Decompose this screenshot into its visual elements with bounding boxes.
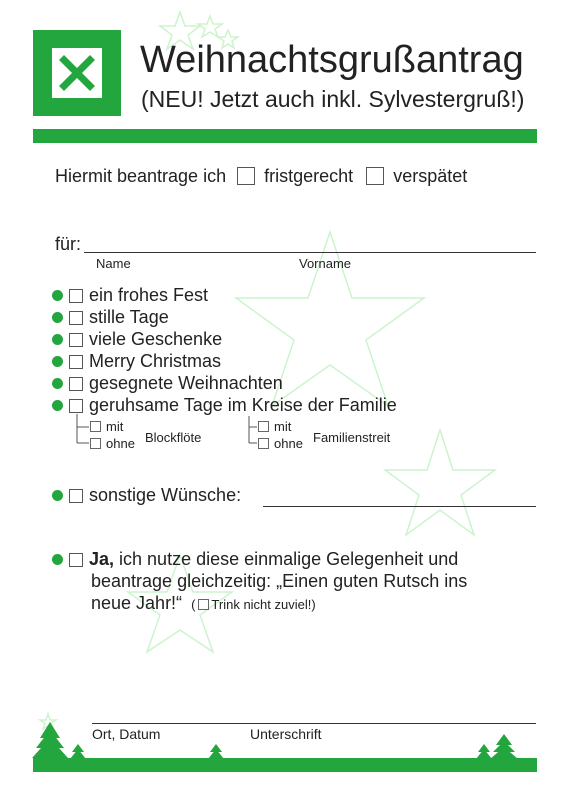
wish-label: geruhsame Tage im Kreise der Familie: [89, 395, 397, 415]
other-label: sonstige Wünsche:: [89, 485, 242, 505]
wish-label: ein frohes Fest: [89, 285, 209, 305]
tree-icon: [208, 744, 224, 759]
familienstreit-label: Familienstreit: [313, 430, 391, 445]
signature-label: Unterschrift: [250, 726, 322, 742]
tree-icon: [476, 744, 492, 759]
blockfloete-label: Blockflöte: [145, 430, 202, 445]
tree-icon: [490, 734, 518, 759]
wish-label: Merry Christmas: [89, 351, 222, 371]
newyear-line1: ich nutze diese einmalige Gelegenheit und: [114, 549, 459, 569]
place-date-label: Ort, Datum: [92, 726, 161, 742]
newyear-bold: Ja,: [89, 549, 115, 569]
newyear-line2: beantrage gleichzeitig: „Einen guten Rutsch ins: [91, 571, 468, 591]
familienstreit-without-label: ohne: [274, 436, 303, 451]
tree-icon: [32, 722, 68, 758]
wish-label: stille Tage: [89, 307, 169, 327]
firstname-label: Vorname: [299, 256, 352, 271]
tree-icon: [70, 744, 86, 759]
wish-label: viele Geschenke: [89, 329, 223, 349]
drink-label: Trink nicht zuviel!): [211, 597, 316, 612]
familienstreit-with-label: mit: [274, 419, 292, 434]
intro-text: Hiermit beantrage ich: [55, 166, 227, 186]
option-on-time-label: fristgerecht: [264, 166, 354, 186]
paren-open: (: [191, 597, 196, 612]
footer-bar: [33, 758, 537, 772]
name-label: Name: [96, 256, 131, 271]
page-subtitle: (NEU! Jetzt auch inkl. Sylvestergruß!): [141, 86, 525, 112]
page-title: Weihnachtsgrußantrag: [140, 39, 524, 81]
recipient-label: für:: [55, 234, 82, 254]
wish-label: gesegnete Weihnachten: [89, 373, 283, 393]
option-late-label: verspätet: [393, 166, 468, 186]
blockfloete-without-label: ohne: [106, 436, 135, 451]
blockfloete-with-label: mit: [106, 419, 124, 434]
newyear-line3: neue Jahr!“: [91, 593, 183, 613]
